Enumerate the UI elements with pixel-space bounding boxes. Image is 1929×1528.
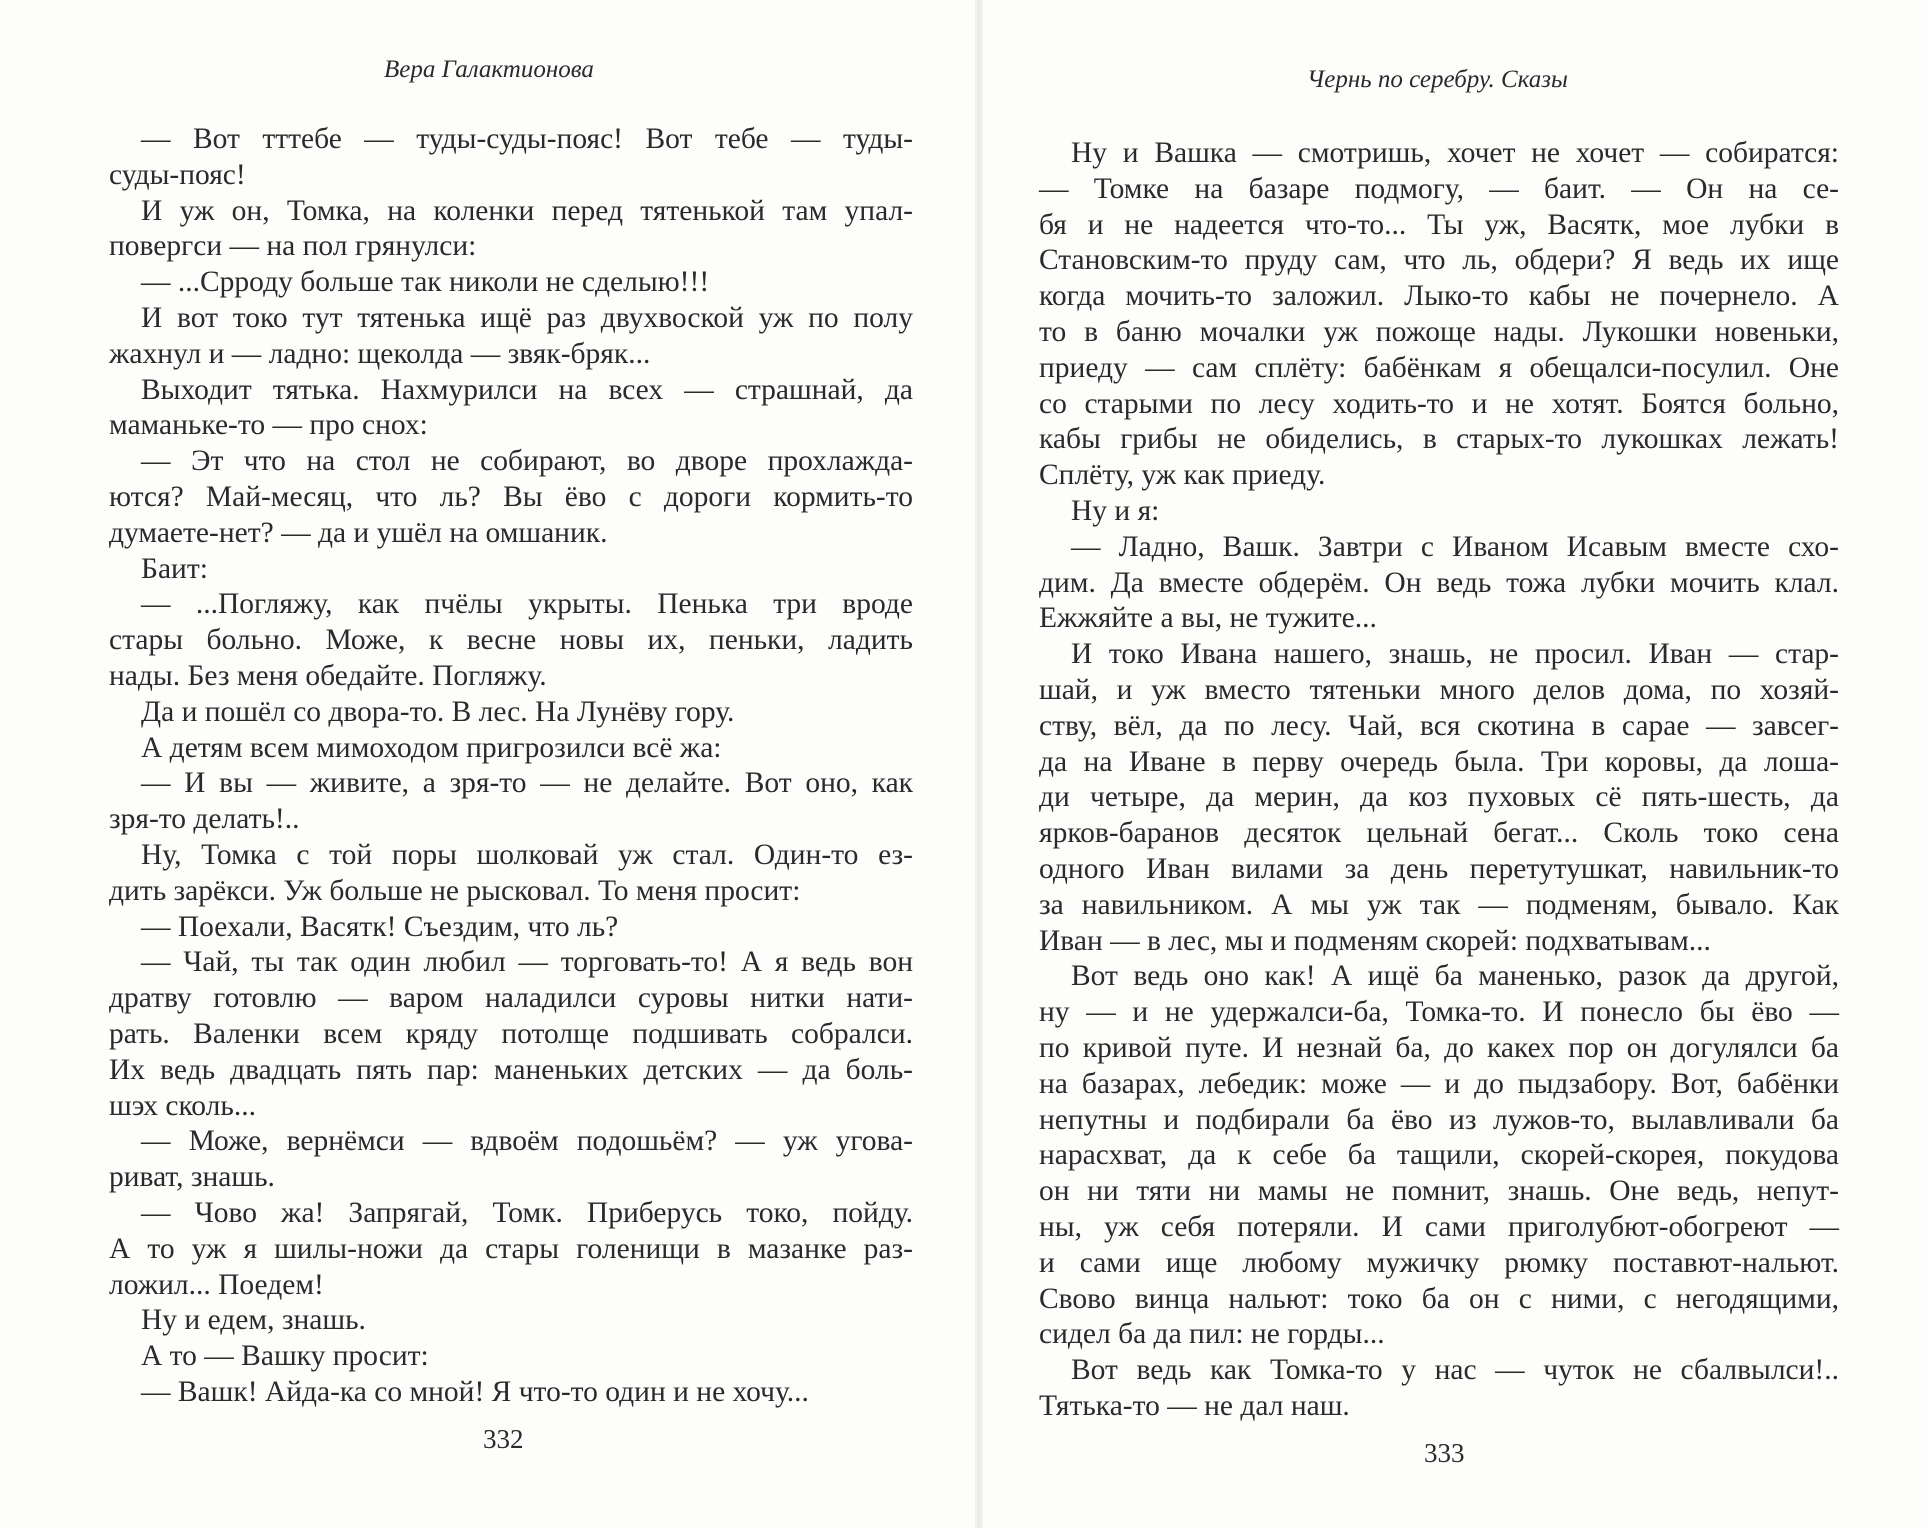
text-line: ются? Май-месяц, что ль? Вы ёво с дороги кормить-то (109, 480, 913, 513)
text-line: бя и не надеется что-то... Ты уж, Васятк, мое лубки в (1039, 208, 1839, 241)
text-line: Их ведь двадцать пять пар: маненьких детских — да боль- (109, 1053, 913, 1086)
text-line: Иван — в лес, мы и подменям скорей: подхватывам... (1039, 924, 1711, 957)
book-gutter (975, 0, 983, 1528)
text-line: Ну и едем, знашь. (141, 1304, 366, 1337)
text-line: — Ладно, Вашк. Завтри с Иваном Исавым вместе схо- (1071, 530, 1839, 563)
text-line: по кривой путе. И незнай ба, до какех пор он догулялси ба (1039, 1031, 1839, 1064)
text-line: — Вашк! Айда-ка со мной! Я что-то один и не хочу... (141, 1375, 809, 1408)
text-line: — Эт что на стол не собирают, во дворе прохлажда- (141, 445, 913, 478)
text-line: — Може, вернёмси — вдвоём подошьём? — уж угова- (141, 1125, 913, 1158)
text-line: Тятька-то — не дал наш. (1039, 1389, 1350, 1422)
right-text-block (1039, 136, 1839, 1425)
text-line: Вот ведь оно как! А ищё ба маненько, разок да другой, (1071, 960, 1839, 993)
text-line: Баит: (141, 552, 208, 585)
text-line: жахнул и — ладно: щеколда — звяк-бряк... (109, 337, 651, 370)
text-line: А то уж я шилы-ножи да стары голенищи в мазанке раз- (109, 1232, 913, 1265)
text-line: приеду — сам сплёту: бабёнкам я обещалси-посулил. Оне (1039, 351, 1839, 384)
text-line: маманьке-то — про снох: (109, 409, 428, 442)
text-line: суды-пояс! (109, 158, 246, 191)
text-line: — И вы — живите, а зря-то — не делайте. Вот оно, как (141, 767, 913, 800)
text-line: ложил... Поедем! (109, 1268, 324, 1301)
text-line: Да и пошёл со двора-то. В лес. На Лунёву гору. (141, 695, 735, 728)
text-line: Ну и Вашка — смотришь, хочет не хочет — собиратся: (1071, 137, 1839, 169)
right-running-head: Чернь по серебру. Сказы (1307, 66, 1568, 93)
text-line: Ежжяйте а вы, не тужите... (1039, 602, 1377, 635)
text-line: риват, знашь. (109, 1161, 275, 1194)
text-line: стары больно. Може, к весне новы их, пеньки, ладить (109, 624, 913, 657)
text-line: одного Иван вилами за день перетутушкат, навильник-то (1039, 852, 1839, 885)
text-line: И уж он, Томка, на коленки перед тятенькой там упал- (141, 194, 913, 227)
left-text-block (109, 122, 913, 1411)
right-page (983, 0, 1929, 1528)
left-page-number: 332 (483, 1424, 524, 1454)
text-line: ярков-баранов десяток цельнай бегат... Сколь токо сена (1039, 817, 1839, 850)
text-line: ны, уж себя потеряли. И сами приголубют-обогреют — (1039, 1210, 1839, 1243)
text-line: Сплёту, уж как приеду. (1039, 459, 1326, 492)
text-line: Становским-то пруду сам, что ль, обдери? Я ведь их ище (1039, 244, 1839, 277)
text-line: на базарах, лебедик: може — и до пыдзабору. Вот, бабёнки (1039, 1067, 1839, 1100)
text-line: — ...Срроду больше так николи не сделыю!!! (141, 266, 710, 299)
text-line: кабы грибы не обиделись, в старых-то лукошках лежать! (1039, 423, 1839, 456)
text-line: Выходит тятька. Нахмурилси на всех — страшнай, да (141, 373, 913, 406)
text-line: и сами ище любому мужичку рюмку поставют-нальют. (1039, 1246, 1839, 1279)
text-line: Вот ведь как Томка-то у нас — чуток не сбалвылси!.. (1071, 1354, 1839, 1387)
text-line: дратву готовлю — варом наладилси суровы нитки нати- (109, 982, 913, 1015)
text-line: за навильником. А мы уж так — подменям, бывало. Как (1039, 888, 1839, 921)
text-line: дить зарёкси. Уж больше не рысковал. То меня просит: (109, 874, 801, 907)
text-line: шэх сколь... (109, 1089, 256, 1122)
text-line: — Томке на базаре подмогу, — баит. — Он на се- (1039, 172, 1839, 205)
text-line: ди четыре, да мерин, да коз пуховых сё пять-шесть, да (1039, 781, 1839, 814)
text-line: И вот токо тут тятенька ищё раз двухвоской уж по полу (141, 301, 913, 334)
text-line: А детям всем мимоходом пригрозилси всё жа: (141, 731, 722, 764)
text-line: непутны и подбирали ба ёво из лужов-то, вылавливали ба (1039, 1103, 1839, 1136)
text-line: ну — и не удержалси-ба, Томка-то. И понесло бы ёво — (1039, 996, 1839, 1029)
text-line: — Чово жа! Запрягай, Томк. Приберусь токо, пойду. (141, 1196, 913, 1229)
text-line: Ну, Томка с той поры шолковай уж стал. Один-то ез- (141, 838, 913, 871)
text-line: — Чай, ты так один любил — торговать-то! А я ведь вон (141, 946, 913, 979)
text-line: — ...Погляжу, как пчёлы укрыты. Пенька три вроде (141, 588, 913, 621)
right-page-number: 333 (1424, 1438, 1465, 1468)
text-line: Ну и я: (1071, 494, 1160, 527)
text-line: со старыми по лесу ходить-то и не хотят. Боятся больно, (1039, 387, 1839, 420)
text-line: И токо Ивана нашего, знашь, не просил. Иван — стар- (1071, 638, 1839, 671)
text-line: А то — Вашку просит: (141, 1340, 429, 1373)
text-line: повергси — на пол грянулси: (109, 230, 477, 263)
text-line: да на Иване в перву очередь была. Три коровы, да лоша- (1039, 745, 1839, 778)
text-line: сидел ба да пил: не горды... (1039, 1318, 1385, 1351)
text-line: — Вот тттебе — туды-суды-пояс! Вот тебе — туды- (141, 123, 913, 155)
text-line: нарасхват, да к себе ба тащили, скорей-скорея, покудова (1039, 1139, 1839, 1172)
text-line: то в баню мочалки уж пожоще нады. Лукошки новеньки, (1039, 315, 1839, 348)
text-line: зря-то делать!.. (109, 803, 300, 836)
text-line: Свово винца нальют: токо ба он с ними, с негодящими, (1039, 1282, 1839, 1315)
text-line: нады. Без меня обедайте. Погляжу. (109, 659, 547, 692)
text-line: шай, и уж вместо тятеньки много делов дома, по хозяй- (1039, 673, 1839, 706)
text-line: — Поехали, Васятк! Съездим, что ль? (141, 910, 619, 943)
text-line: когда мочить-то заложил. Лыко-то кабы не почернело. А (1039, 280, 1839, 313)
left-running-head: Вера Галактионова (384, 56, 594, 83)
text-line: рать. Валенки всем кряду потолще подшивать собралси. (109, 1017, 913, 1050)
text-line: ству, вёл, да по лесу. Чай, вся скотина в сарае — завсег- (1039, 709, 1839, 742)
text-line: дим. Да вместе обдерём. Он ведь тожа лубки мочить клал. (1039, 566, 1839, 599)
text-line: он ни тяти ни мамы не помнит, знашь. Оне ведь, непут- (1039, 1175, 1839, 1208)
text-line: думаете-нет? — да и ушёл на омшаник. (109, 516, 608, 549)
